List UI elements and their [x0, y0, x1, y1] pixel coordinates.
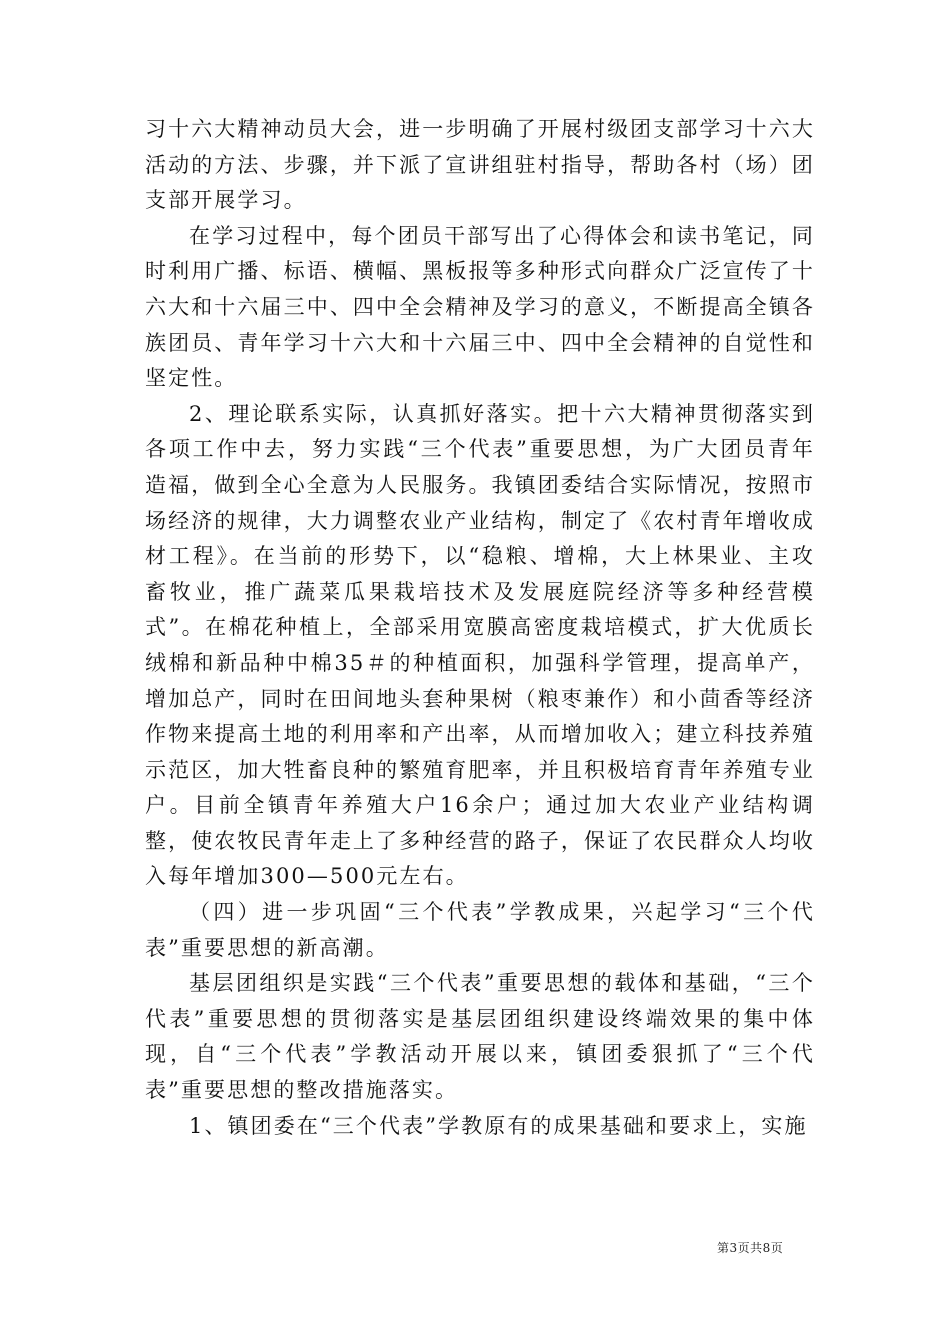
paragraph-6: 1、镇团委在“三个代表”学教原有的成果基础和要求上，实施 — [189, 1113, 808, 1138]
paragraph-4-heading: （四）进一步巩固“三个代表”学教成果，兴起学习“三个代表”重要思想的新高潮。 — [145, 900, 815, 960]
page-number-footer: 第3页共8页 — [717, 1241, 784, 1255]
paragraph-5: 基层团组织是实践“三个代表”重要思想的载体和基础，“三个代表”重要思想的贯彻落实是基层团组织建设终端效果的集中体现，自“三个代表”学教活动开展以来，镇团委狠抓了“三个代表”重要思想的整改措施落实。 — [145, 971, 815, 1103]
paragraph-1: 习十六大精神动员大会，进一步明确了开展村级团支部学习十六大活动的方法、步骤，并下派了宣讲组驻村指导，帮助各村（场）团支部开展学习。 — [145, 117, 815, 213]
document-body — [145, 112, 815, 1144]
paragraph-2: 在学习过程中，每个团员干部写出了心得体会和读书笔记，同时利用广播、标语、横幅、黑板报等多种形式向群众广泛宣传了十六大和十六届三中、四中全会精神及学习的意义，不断提高全镇各族团员、青年学习十六大和十六届三中、四中全会精神的自觉性和坚定性。 — [145, 223, 815, 391]
paragraph-3: 2、理论联系实际，认真抓好落实。把十六大精神贯彻落实到各项工作中去，努力实践“三个代表”重要思想，为广大团员青年造福，做到全心全意为人民服务。我镇团委结合实际情况，按照市场经济的规律，大力调整农业产业结构，制定了《农村青年增收成材工程》。在当前的形势下，以“稳粮、增棉，大上林果业、主攻畜牧业，推广蔬菜瓜果栽培技术及发展庭院经济等多种经营模式”。在棉花种植上，全部采用宽膜高密度栽培模式，扩大优质长绒棉和新品种中棉35＃的种植面积，加强科学管理，提高单产，增加总产，同时在田间地头套种果树（粮枣兼作）和小茴香等经济作物来提高土地的利用率和产出率，从而增加收入；建立科技养殖示范区，加大牲畜良种的繁殖育肥率，并且积极培育青年养殖专业户。目前全镇青年养殖大户16余户；通过加大农业产业结构调整，使农牧民青年走上了多种经营的路子，保证了农民群众人均收入每年增加300—500元左右。 — [145, 401, 815, 889]
